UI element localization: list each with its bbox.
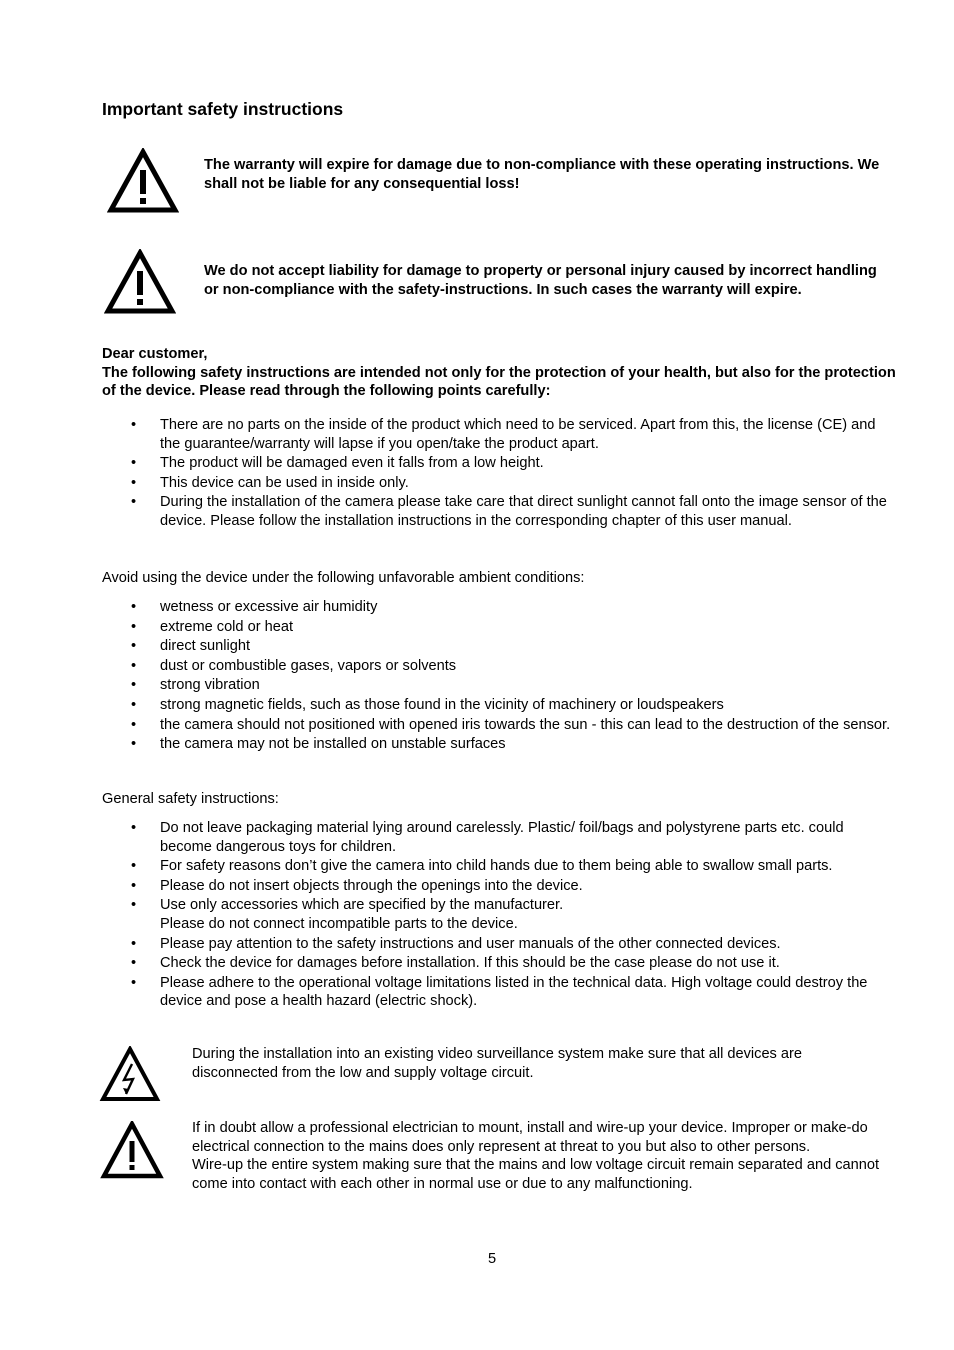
list-item: • For safety reasons don’t give the camera into child hands due to them being able to swallow small parts. — [102, 857, 892, 876]
list-item: • Please adhere to the operational voltage limitations listed in the technical data. High voltage could destroy the device and pose a health hazard (electric shock). — [102, 974, 892, 1011]
ambient-bullets — [102, 598, 892, 755]
list-item: • Do not leave packaging material lying around carelessly. Plastic/ foil/bags and polystyrene parts etc. could become dangerous toys for children. — [102, 819, 892, 856]
high-voltage-note: During the installation into an existing video surveillance system make sure that all devices are disconnected from the low and supply voltage circuit. — [192, 1046, 803, 1081]
product-bullets — [102, 416, 892, 532]
list-item-line: Use only accessories which are specified by the manufacturer. — [160, 897, 564, 914]
intro-block — [102, 345, 902, 401]
list-item: • the camera should not positioned with opened iris towards the sun - this can lead to the destruction of the sensor. — [102, 716, 892, 735]
list-item: • strong magnetic fields, such as those found in the vicinity of machinery or loudspeakers — [102, 696, 892, 715]
list-item: • extreme cold or heat — [102, 618, 892, 637]
list-item: • This device can be used in inside only. — [102, 474, 892, 493]
page-number: 5 — [487, 1251, 497, 1267]
list-item — [102, 896, 892, 933]
list-item: • The product will be damaged even it falls from a low height. — [102, 454, 892, 473]
warning-triangle-icon — [107, 148, 179, 214]
list-item-line: Please do not connect incompatible parts to the device. — [160, 915, 518, 932]
list-item: • Please pay attention to the safety instructions and user manuals of the other connected devices. — [102, 935, 892, 954]
electrician-note-line: If in doubt allow a professional electrician to mount, install and wire-up your device. Improper or make-do electrical connection to the mains does only represent at threat to you but also to other persons. — [192, 1120, 868, 1155]
list-item: • There are no parts on the inside of the product which need to be serviced. Apart from this, the license (CE) and the guarantee/warranty will lapse if you open/take the product apart. — [102, 416, 892, 453]
liability-warning-text: We do not accept liability for damage to property or personal injury caused by incorrect handling or non-compliance with the safety-instructions. In such cases the warranty will expire. — [204, 263, 877, 298]
general-bullets — [102, 819, 892, 1012]
ambient-heading: Avoid using the device under the following unfavorable ambient conditions: — [102, 570, 585, 586]
general-heading: General safety instructions: — [102, 791, 279, 807]
list-item: • dust or combustible gases, vapors or solvents — [102, 657, 892, 676]
list-item: • Please do not insert objects through the openings into the device. — [102, 877, 892, 896]
list-item: • During the installation of the camera please take care that direct sunlight cannot fall onto the image sensor of the device. Please follow the installation instructions in the corresponding chapter of this user manual. — [102, 493, 892, 530]
list-item: • wetness or excessive air humidity — [102, 598, 892, 617]
warning-triangle-icon — [100, 1121, 164, 1179]
electrician-note — [192, 1119, 882, 1193]
list-item: • the camera may not be installed on unstable surfaces — [102, 735, 892, 754]
warranty-warning-text: The warranty will expire for damage due to non-compliance with these operating instructions. We shall not be liable for any consequential loss! — [204, 157, 880, 192]
page-title: Important safety instructions — [102, 99, 344, 119]
intro-body: The following safety instructions are intended not only for the protection of your health, but also for the protection of the device. Please read through the following points carefully: — [102, 364, 896, 400]
list-item: • strong vibration — [102, 676, 892, 695]
list-item: • direct sunlight — [102, 637, 892, 656]
warning-triangle-icon — [104, 249, 176, 315]
salutation: Dear customer, — [102, 346, 208, 362]
high-voltage-icon — [99, 1046, 161, 1102]
list-item: • Check the device for damages before installation. If this should be the case please do not use it. — [102, 954, 892, 973]
electrician-note-line: Wire-up the entire system making sure that the mains and low voltage circuit remain separated and cannot come into contact with each other in normal use or due to any malfunctioning. — [192, 1157, 880, 1192]
